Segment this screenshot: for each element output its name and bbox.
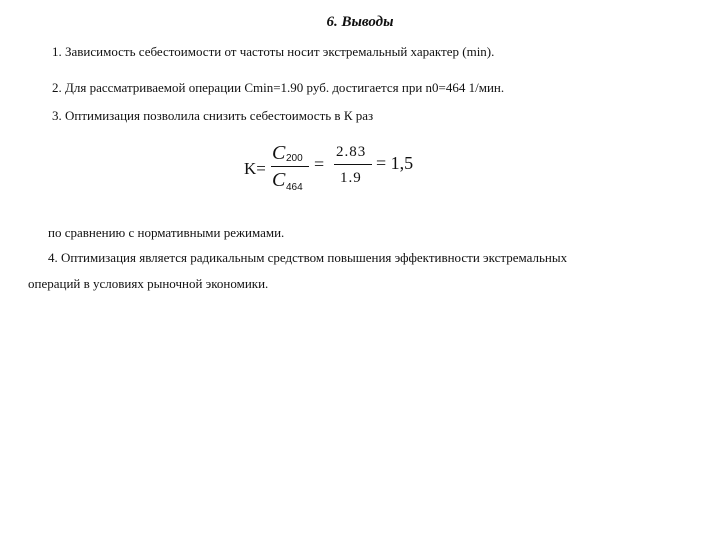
formula-main-fraction-bar bbox=[271, 166, 309, 167]
formula-equals-sign: = bbox=[314, 154, 325, 174]
slide-title: 6. Выводы bbox=[326, 14, 394, 30]
conclusion-item-2: 2. Для рассматриваемой операции Cmin=1.90 руб. достигается при n0=464 1/мин. bbox=[52, 80, 505, 95]
formula-numerator-subscript: 200 bbox=[286, 153, 303, 164]
conclusion-item-1: 1. Зависимость себестоимости от частоты носит экстремальный характер (min). bbox=[52, 44, 495, 59]
formula-fraction-bottom: 1.9 bbox=[340, 170, 362, 186]
cost-ratio-formula bbox=[244, 140, 434, 195]
conclusion-item-4-line-1: 4. Оптимизация является радикальным средством повышения эффективности экстремальных bbox=[48, 250, 568, 265]
conclusion-item-3: 3. Оптимизация позволила снизить себестоимость в К раз bbox=[52, 108, 374, 123]
formula-numerator-symbol: C bbox=[272, 142, 286, 164]
formula-continuation-text: по сравнению с нормативными режимами. bbox=[48, 225, 285, 240]
conclusion-item-4-line-2: операций в условиях рыночной экономики. bbox=[28, 276, 269, 291]
formula-k-label: K= bbox=[244, 159, 266, 178]
formula-denominator-subscript: 464 bbox=[286, 182, 303, 193]
formula-denominator-symbol: C bbox=[272, 169, 286, 191]
formula-value-fraction-bar bbox=[334, 164, 372, 165]
formula-fraction-top: 2.83 bbox=[336, 144, 367, 160]
formula-result: = 1,5 bbox=[376, 153, 414, 173]
